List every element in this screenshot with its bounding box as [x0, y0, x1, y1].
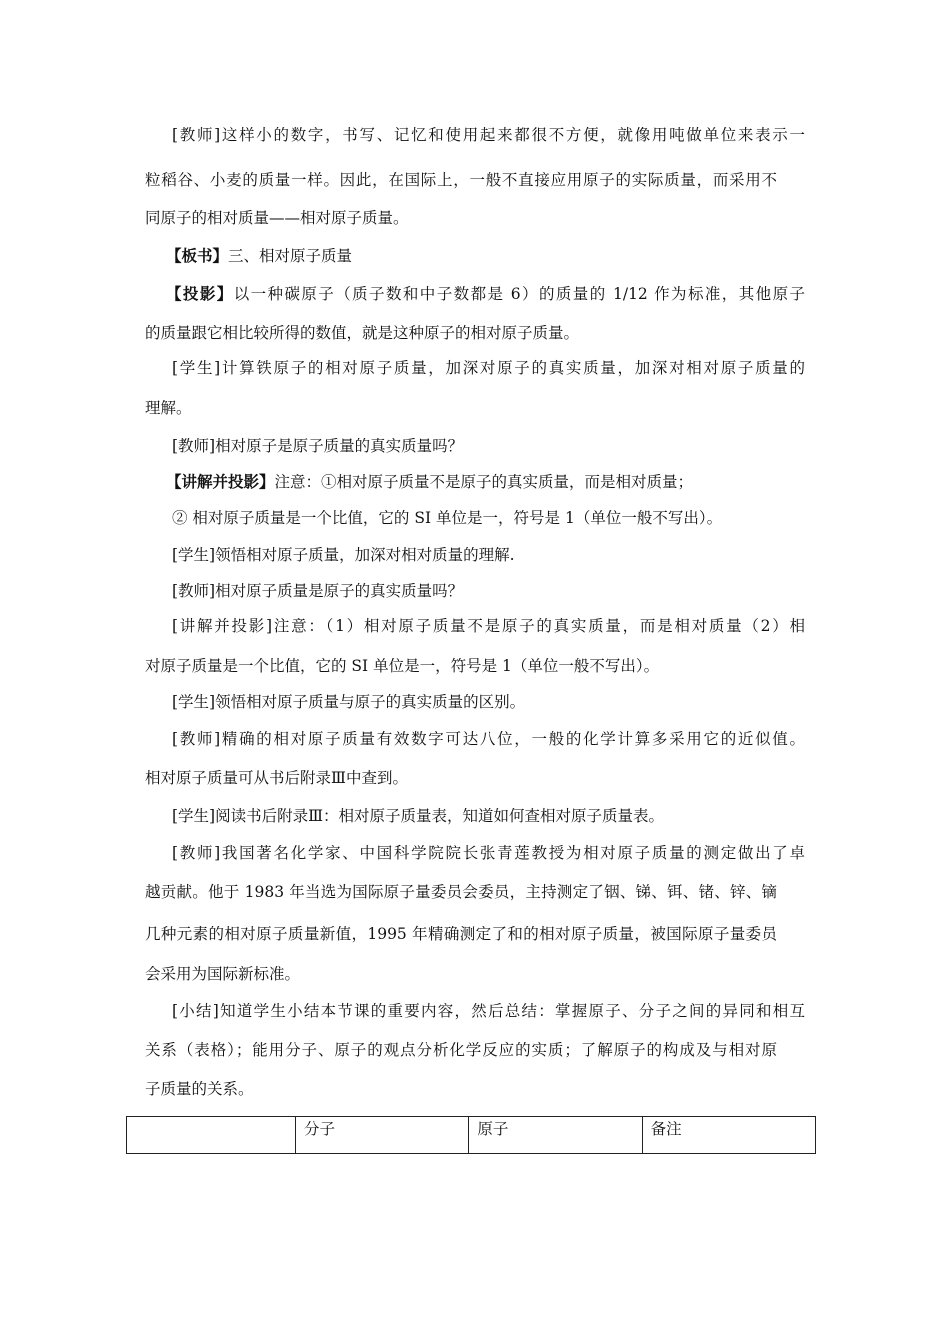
paragraph-teacher-3: [教师]相对原子质量是原子的真实质量吗？: [172, 582, 464, 600]
paragraph-explain-3-line-1: [讲解并投影]注意：（1）相对原子质量不是原子的真实质量，而是相对质量（2）相: [172, 617, 805, 635]
table-header-atom: 原子: [469, 1117, 642, 1154]
paragraph-projection-line-1: [166, 284, 805, 304]
projection-text-1: 以一种碳原子（质子数和中子数都是 6）的质量的 1/12 作为标准，其他原子: [233, 285, 805, 303]
board-text: 三、相对原子质量: [228, 247, 353, 265]
paragraph-board: [166, 246, 352, 266]
projection-tag: 【投影】: [166, 284, 234, 303]
table-header-molecule: 分子: [296, 1117, 469, 1154]
paragraph-teacher-5-line-4: 会采用为国际新标准。: [145, 965, 301, 983]
paragraph-summary-line-3: 子质量的关系。: [145, 1080, 254, 1098]
table-header-blank: [127, 1117, 296, 1154]
paragraph-student-3: [学生]领悟相对原子质量与原子的真实质量的区别。: [172, 693, 526, 711]
paragraph-explain-3-line-2: 对原子质量是一个比值，它的 SI 单位是一，符号是 1（单位一般不写出）。: [145, 657, 660, 675]
board-tag: 【板书】: [166, 246, 229, 265]
table-header-row: [127, 1117, 816, 1154]
paragraph-student-4: [学生]阅读书后附录Ⅲ：相对原子质量表，知道如何查相对原子质量表。: [172, 807, 665, 825]
paragraph-teacher-4-line-1: [教师]精确的相对原子质量有效数字可达八位，一般的化学计算多采用它的近似值。: [172, 730, 805, 748]
paragraph-summary-line-2: 关系（表格）；能用分子、原子的观点分析化学反应的实质；了解原子的构成及与相对原: [145, 1041, 777, 1059]
table-header-remark: 备注: [642, 1117, 815, 1154]
paragraph-student-2: [学生]领悟相对原子质量，加深对相对质量的理解.: [172, 546, 515, 564]
paragraph-projection-line-2: 的质量跟它相比较所得的数值，就是这种原子的相对原子质量。: [145, 324, 580, 342]
paragraph-teacher-2: [教师]相对原子是原子质量的真实质量吗？: [172, 437, 464, 455]
explain-text: 注意：①相对原子质量不是原子的真实质量，而是相对质量；: [274, 473, 694, 491]
paragraph-teacher-1-line-1: [教师]这样小的数字，书写、记忆和使用起来都很不方便，就像用吨做单位来表示一: [172, 126, 805, 144]
paragraph-teacher-1-line-2: 粒稻谷、小麦的质量一样。因此，在国际上，一般不直接应用原子的实际质量，而采用不: [145, 171, 777, 189]
paragraph-teacher-5-line-2: 越贡献。他于 1983 年当选为国际原子量委员会委员，主持测定了铟、锑、铒、锗、锌、镝: [145, 883, 777, 901]
explain-tag: 【讲解并投影】: [166, 472, 275, 491]
paragraph-teacher-5-line-3: 几种元素的相对原子质量新值，1995 年精确测定了和的相对原子质量，被国际原子量委员: [145, 925, 777, 943]
paragraph-student-1-line-2: 理解。: [145, 399, 192, 417]
paragraph-student-1-line-1: [学生]计算铁原子的相对原子质量，加深对原子的真实质量，加深对相对原子质量的: [172, 359, 805, 377]
paragraph-teacher-4-line-2: 相对原子质量可从书后附录Ⅲ中查到。: [145, 769, 408, 787]
paragraph-explain-1: [166, 472, 693, 492]
paragraph-teacher-1-line-3: 同原子的相对质量——相对原子质量。: [145, 209, 409, 227]
paragraph-summary-line-1: [小结]知道学生小结本节课的重要内容，然后总结：掌握原子、分子之间的异同和相互: [172, 1002, 805, 1020]
paragraph-teacher-5-line-1: [教师]我国著名化学家、中国科学院院长张青莲教授为相对原子质量的测定做出了卓: [172, 844, 805, 862]
comparison-table: [126, 1116, 816, 1154]
paragraph-explain-2: ② 相对原子质量是一个比值，它的 SI 单位是一，符号是 1（单位一般不写出）。: [172, 509, 723, 527]
